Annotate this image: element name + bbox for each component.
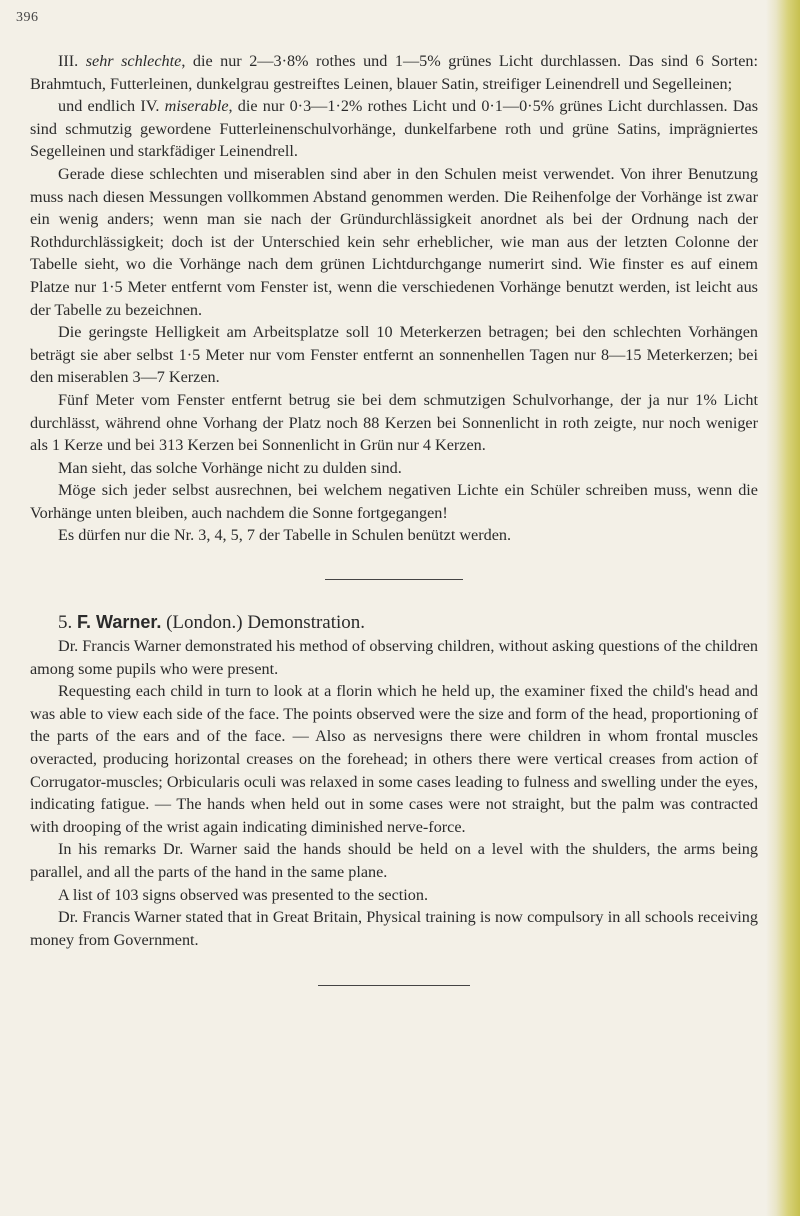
section-author: F. Warner. [77, 612, 162, 633]
paragraph-brightness: Die geringste Helligkeit am Arbeitsplatze soll 10 Meterkerzen betragen; bei den schlechten Vorhängen beträgt sie aber selbst 1·5 Meter nur vom Fenster entfernt an sonnenhellen Tagen nur 8—15 Meterkerzen; bei den miserablen 3—7 Kerzen. [30, 323, 758, 387]
paragraph-usage: Gerade diese schlechten und miserablen sind aber in den Schulen meist verwendet. Von ihrer Benutzung muss nach diesen Messungen vollkommen Abstand genommen werden. Die Reihenfolge der Vorhänge ist zwar ein wenig anders; wenn man sie nach der Gründurchlässigkeit anordnet als bei der Ordnung nach der Rothdurchlässigkeit; doch ist der Unterschied kein sehr erheblicher, wie man aus der letzten Colonne der Tabelle sieht, wo die Vorhänge nach dem grünen Lichtdurchgange numerirt sind. Wie finster es auf einem Platze nur 1·5 Meter entfernt vom Fenster ist, wenn die verschiedenen Vorhänge benutzt werden, ist leicht aus der Tabelle zu bezeichnen. [30, 164, 758, 319]
page-edge-shading [766, 0, 800, 1216]
paragraph-recommendation: Es dürfen nur die Nr. 3, 4, 5, 7 der Tabelle in Schulen benützt werden. [58, 526, 512, 545]
paragraph-observations: Requesting each child in turn to look at a florin which he held up, the examiner fixed the child's head and was able to view each side of the face. The points observed were the size and form of the head, proportioning of the parts of the ears and of the face. — Also as nervesigns there were children in whom frontal muscles overacted, producing horizontal creases on the forehead; in others there were vertical creases from action of Corrugator-muscles; Orbicularis oculi was relaxed in some cases leading to fulness and swelling under the eyes, indicating fatigue. — The hands when held out in some cases were not straight, but the palm was contracted with drooping of the wrist again indicating diminished nerve-force. [30, 682, 758, 836]
category-term: sehr schlechte [85, 52, 182, 70]
category-number: und endlich IV. [58, 97, 165, 116]
paragraph-calculation: Möge sich jeder selbst ausrechnen, bei welchem negativen Lichte ein Schüler schreiben muss, wenn die Vorhänge unten bleiben, auch nachdem die Sonne fortgegangen! [30, 481, 758, 522]
page-number: 396 [16, 10, 39, 25]
end-divider [318, 985, 470, 986]
paragraph-category-iv [30, 95, 758, 163]
paragraph-five-meters: Fünf Meter vom Fenster entfernt betrug sie bei dem schmutzigen Schulvorhange, der ja nur 1% Licht durchlässt, während ohne Vorhang der Platz noch 88 Kerzen bei Sonnenlicht in roth zeigte, nur noch weniger als 1 Kerze und bei 313 Kerzen bei Sonnenlicht in Grün nur 4 Kerzen. [30, 390, 758, 455]
section-number: 5. [58, 612, 73, 634]
category-description: , die nur 2—3·8% rothes und 1—5% grünes Licht durchlassen. Das sind 6 Sorten: Brahmtuch, Futterleinen, dunkelgrau gestreiftes Leinen, blauer Satin, streifiger Leinendrell und Segelleinen; [30, 52, 758, 93]
paragraph-remarks: In his remarks Dr. Warner said the hands should be held on a level with the shulders, the arms being parallel, and all the parts of the hand in the same plane. [30, 840, 758, 881]
category-number: III. [58, 52, 86, 70]
paragraph-method: Dr. Francis Warner demonstrated his method of observing children, without asking questions of the children among some pupils who were present. [30, 637, 758, 678]
paragraph-physical-training: Dr. Francis Warner stated that in Great Britain, Physical training is now compulsory in all schools receiving money from Government. [30, 908, 758, 949]
section-divider [325, 579, 463, 580]
category-term: miserable [164, 97, 229, 116]
section-heading [30, 610, 758, 635]
section-title: (London.) Demonstration. [166, 612, 366, 634]
paragraph-category-iii [30, 50, 758, 95]
paragraph-signs-list: A list of 103 signs observed was presented to the section. [58, 885, 429, 904]
page-body [30, 50, 758, 986]
paragraph-conclusion: Man sieht, das solche Vorhänge nicht zu dulden sind. [58, 458, 402, 477]
category-description: , die nur 0·3—1·2% rothes Licht und 0·1—0·5% grünes Licht durchlassen. Das sind schmutzig gewordene Futterleinenschulvorhänge, dunkelfarbene roth und grüne Satins, imprägniertes Segelleinen und starkfädiger Leinendrell. [30, 97, 759, 161]
